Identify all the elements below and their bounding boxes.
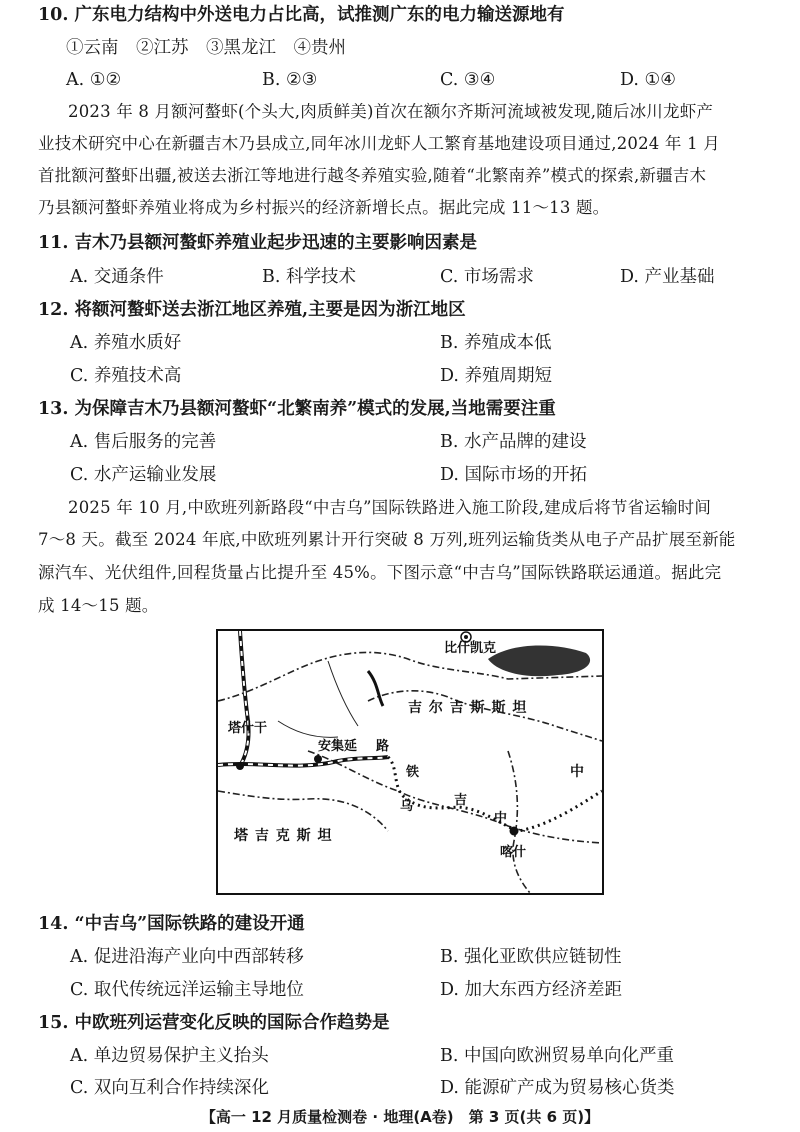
passage1-line: 业技术研究中心在新疆吉木乃县成立,同年冰川龙虾人工繁育基地建设项目通过,2024 年 1 月 xyxy=(38,134,720,153)
passage2-line: 2025 年 10 月,中欧班列新路段“中吉乌”国际铁路进入施工阶段,建成后将节省运输时间 xyxy=(68,498,712,517)
q14-option-a: A. 促进沿海产业向中西部转移 xyxy=(70,947,304,967)
q13-option-c: C. 水产运输业发展 xyxy=(70,465,217,485)
q10-option-a: A. ①② xyxy=(66,70,122,90)
q13-stem: 13. 为保障吉木乃县额河螯虾“北繁南养”模式的发展,当地需要注重 xyxy=(38,399,556,419)
tashkent-marker xyxy=(236,762,244,770)
q13-option-a: A. 售后服务的完善 xyxy=(70,432,217,452)
q10-option-d: D. ①④ xyxy=(620,70,676,90)
q14-option-b: B. 强化亚欧供应链韧性 xyxy=(440,947,622,967)
q12-option-a: A. 养殖水质好 xyxy=(70,333,182,353)
q11-stem: 11. 吉木乃县额河螯虾养殖业起步迅速的主要影响因素是 xyxy=(38,233,478,253)
passage2-line: 成 14～15 题。 xyxy=(38,596,159,615)
q11-option-a: A. 交通条件 xyxy=(70,267,164,287)
q10-option-b: B. ②③ xyxy=(262,70,318,90)
label-tajikistan: 塔 吉 克 斯 坦 xyxy=(234,828,333,844)
q12-stem: 12. 将额河螯虾送去浙江地区养殖,主要是因为浙江地区 xyxy=(38,300,466,320)
q12-option-c: C. 养殖技术高 xyxy=(70,366,182,386)
q13-option-b: B. 水产品牌的建设 xyxy=(440,432,587,452)
q15-option-b: B. 中国向欧洲贸易单向化严重 xyxy=(440,1046,674,1066)
label-rail-lu: 路 xyxy=(376,739,390,754)
label-kyrgyzstan: 吉 尔 吉 斯 斯 坦 xyxy=(408,700,528,716)
q11-option-d: D. 产业基础 xyxy=(620,267,715,287)
page-footer: 【高一 12 月质量检测卷 · 地理(A卷) 第 3 页(共 6 页)】 xyxy=(200,1108,600,1126)
label-rail-ji: 吉 xyxy=(454,793,468,808)
label-kashgar: 喀什 xyxy=(500,845,527,860)
passage1-line: 首批额河螯虾出疆,被送去浙江等地进行越冬养殖实验,随着“北繁南养”模式的探索,新疆吉木 xyxy=(38,166,707,185)
q15-stem: 15. 中欧班列运营变化反映的国际合作趋势是 xyxy=(38,1013,390,1033)
label-bishkek: 比什凯克 xyxy=(444,641,497,656)
label-tashkent: 塔什干 xyxy=(228,721,268,736)
label-rail-zhong: 中 xyxy=(494,811,508,826)
label-rail-wu: 乌 xyxy=(400,799,414,814)
q14-option-c: C. 取代传统远洋运输主导地位 xyxy=(70,980,304,1000)
q15-option-d: D. 能源矿产成为贸易核心货类 xyxy=(440,1078,675,1098)
q11-option-b: B. 科学技术 xyxy=(262,267,356,287)
q12-option-b: B. 养殖成本低 xyxy=(440,333,552,353)
q10-option-c: C. ③④ xyxy=(440,70,496,90)
label-rail-tie: 铁 xyxy=(406,765,420,780)
q15-option-c: C. 双向互利合作持续深化 xyxy=(70,1078,269,1098)
q14-option-d: D. 加大东西方经济差距 xyxy=(440,980,623,1000)
q10-stem: 10. 广东电力结构中外送电力占比高，试推测广东的电力输送源地有 xyxy=(38,5,565,25)
kashgar-marker xyxy=(510,827,519,836)
lake xyxy=(488,645,590,676)
passage2-line: 源汽车、光伏组件,回程货量占比提升至 45%。下图示意“中吉乌”国际铁路联运通道。据此完 xyxy=(38,563,722,582)
passage1-line: 乃县额河螯虾养殖业将成为乡村振兴的经济新增长点。据此完成 11～13 题。 xyxy=(38,198,610,217)
q13-option-d: D. 国际市场的开拓 xyxy=(440,465,588,485)
andijan-marker xyxy=(314,755,322,763)
q15-option-a: A. 单边贸易保护主义抬头 xyxy=(70,1046,269,1066)
label-andijan: 安集延 xyxy=(318,739,358,754)
railway-map xyxy=(216,629,604,895)
label-china: 中 xyxy=(570,764,584,780)
q11-option-c: C. 市场需求 xyxy=(440,267,534,287)
q10-choices: ①云南 ②江苏 ③黑龙江 ④贵州 xyxy=(66,38,346,58)
q14-stem: 14. “中吉乌”国际铁路的建设开通 xyxy=(38,914,305,934)
passage2-line: 7～8 天。截至 2024 年底,中欧班列累计开行突破 8 万列,班列运输货类从电子产品扩展至新能 xyxy=(38,530,736,549)
passage1-line: 2023 年 8 月额河螯虾(个头大,肉质鲜美)首次在额尔齐斯河流域被发现,随后冰川龙虾产 xyxy=(68,102,714,121)
q12-option-d: D. 养殖周期短 xyxy=(440,366,553,386)
